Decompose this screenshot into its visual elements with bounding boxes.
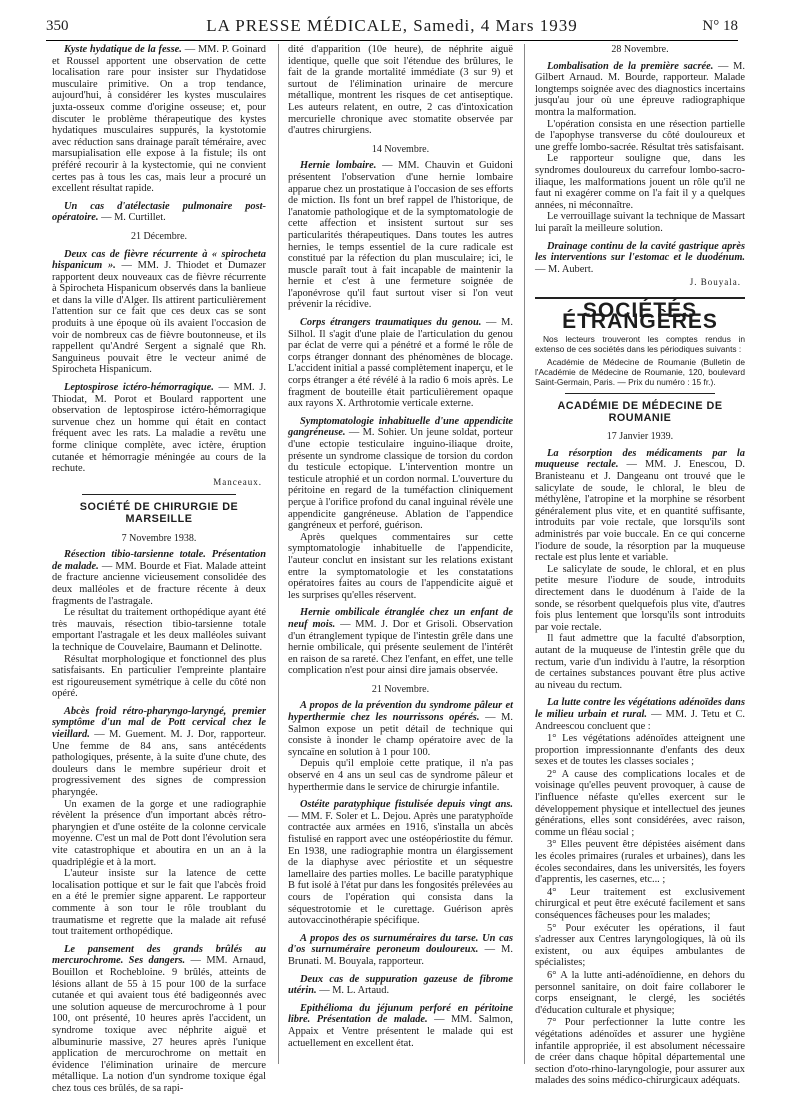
society-heading: SOCIÉTÉ DE CHIRURGIE DE MARSEILLE: [79, 501, 239, 525]
paragraph: Le salicylate de soude, le chloral, et en plus petite mesure l'iodure de soude, introduits directement dans le duodénum à l'aide de la sonde, se résorbent quelquefois plus vite, d'autres fois plus lentement que lorsqu'ils sont introduits par voie rectale.: [535, 563, 745, 633]
article-title: La lutte contre les végétations adénoïdes dans le milieu urbain et rural.: [535, 697, 745, 720]
session-date: 14 Novembre.: [371, 143, 430, 155]
article-body: — M. Sohier. Un jeune soldat, porteur d'une ectopie testiculaire inguino-iliaque droite, présente un syndrome classique de torsion du cordon du testicule ectopique. L'intervention montre un testicule atrophié et un cordon normal. L'ouverture du péritoine en regard de la tuméfaction cliniquement perçue à l'orifice profond du canal inguinal révèle une appendicite gangréneuse. Ablation de l'appendice gangréneux et perforé, guérison.: [288, 427, 513, 532]
article-title: Ostéite paratyphique fistulisée depuis vingt ans.: [300, 799, 513, 811]
article: [288, 974, 513, 997]
article-title: Résection tibio-tarsienne totale. Présentation de malade.: [52, 549, 266, 572]
article-body: — M. L. Artaud.: [319, 985, 390, 997]
article: [535, 241, 745, 276]
article-title: Leptospirose ictéro-hémorragique.: [64, 382, 214, 394]
column-divider: [278, 44, 279, 1064]
paragraph: Après quelques commentaires sur cette symptomatologie inhabituelle de l'appendicite, l'auteur conclut en insistant sur les relations existant entre la symptomatologie et les constatations opératoires faites au cours de l'appendicite aiguë et les surprises qu'elles réservent.: [288, 531, 513, 601]
article-body: — M. Aubert.: [535, 263, 594, 275]
section-banner: SOCIÉTÉS ÉTRANGÈRES: [562, 298, 718, 334]
article-body: — MM. J. Dor et Grisoli. Observation d'un étranglement typique de l'intestin grêle dans une hernie ombilicale, qui présente seulement de l'intérêt en raison de sa rareté. Chez l'enfant, en effet, une telle complication n'est pour ainsi dire jamais observée.: [288, 618, 513, 677]
article-body: — M. Curtillet.: [101, 212, 166, 224]
article: [288, 700, 513, 758]
list-item: 2° A cause des complications locales et de voisinage qu'elles peuvent provoquer, à cause de l'influence néfaste qu'elles exercent sur le développement physique et intellectuel des jeunes générations, elles sont considérées, avec raison, comme un fléau social ;: [535, 768, 745, 838]
page-number: 350: [46, 18, 69, 34]
article: [535, 697, 745, 732]
article-title: Epithélioma du jéjunum perforé en péritoine libre. Présentation de malade.: [288, 1002, 513, 1026]
article-body: — M. Brunati. M. Bouyala, rapporteur.: [288, 944, 513, 967]
session-date: 28 Novembre.: [611, 44, 669, 55]
article-body: — MM. Chauvin et Guidoni présentent l'observation d'une hernie lombaire apparue chez un prostatique à l'occasion de ses efforts de miction. Ils font un bref rappel de l'historique, de l'anatomie pathologique et de la symptomatologie de cette affection et insistent surtout sur ses particularités thérapeutiques. Dans toutes les autres hernies, le temps essentiel de la cure radicale est constitué par la réfection du plan musculaire; ici, le muscle paraît tout à fait incapable de maintenir la hernie et c'est à une fermeture soignée de l'aponévrose qu'il faut surtout viser si l'on veut prévenir la récidive.: [288, 160, 514, 311]
header-rule: [46, 40, 738, 41]
article-title: Deux cas de fièvre récurrente à « spirocheta hispanicum ».: [52, 248, 266, 272]
signature: Manceaux.: [213, 476, 262, 487]
paragraph: Résultat morphologique et fonctionnel des plus satisfaisants. En particulier l'empreinte plantaire est rigoureusement symétrique à celle du côté non opéré.: [52, 653, 266, 700]
article-body: — MM. J. Tetu et C. Andreescou concluent que :: [535, 708, 745, 732]
article-body: — M. Salmon expose un petit détail de technique qui consiste à inonder le champ opératoire avec de la syncaïne en solution à 1 pour 100.: [288, 712, 513, 758]
article: [288, 799, 513, 927]
article: [288, 933, 513, 968]
article-body: — M. Guement. M. J. Dor, rapporteur. Une femme de 84 ans, sans antécédents pathologiques, présente, à la suite d'une chute, des douleurs dans le membre supérieur droit et progressivement des signes de compression pharyngée.: [52, 729, 266, 799]
section-rule: [82, 494, 236, 495]
article: [52, 944, 266, 1094]
article-title: Deux cas de suppuration gazeuse de fibrome utérin.: [288, 973, 513, 997]
list-item: 6° A la lutte anti-adénoïdienne, en dehors du personnel sanitaire, on doit faire collaborer le corps enseignant, le clergé, les sociétés d'éducation culturale et physique;: [535, 969, 745, 1016]
article-title: Lombalisation de la première sacrée.: [547, 60, 714, 72]
column-divider: [524, 44, 525, 1064]
section-rule: [565, 393, 715, 394]
article-title: A propos de la prévention du syndrome pâleur et hyperthermie chez les nourrissons opérés.: [288, 700, 513, 724]
article: [288, 607, 513, 677]
article-body: — M. Silhol. Il s'agit d'une plaie de l'articulation du genou par éclat de verre qui a pénétré et a formé le rôle de corps étranger donnant des phénomènes de blocage. L'accident initial a passé complètement inaperçu, et le corps étranger a été révélé à la radio 6 mois après. Le fragment de bouteille était particulièrement opaque aux rayons X. Arthrotomie verticale externe.: [288, 317, 513, 410]
article: [52, 549, 266, 607]
editorial-note: Nos lecteurs trouveront les comptes rendus in extenso de ces sociétés dans les périodiques suivants :: [535, 334, 745, 355]
article-body: — MM. Salmon, Appaix et Ventre présentent le malade qui est actuellement en excellent état.: [288, 1014, 514, 1049]
issue-number: N° 18: [702, 18, 738, 34]
article: [288, 160, 513, 311]
list-item: 5° Pour exécuter les opérations, il faut s'adresser aux Centres laryngologiques, là où ils existent, ou aux équipes ambulantes de spécialistes;: [535, 922, 745, 969]
list-item: 7° Pour perfectionner la lutte contre les végétations adénoïdes et assurer une hygiène infantile appropriée, il est absolument nécessaire de créer dans chaque hôpital départemental une section d'oto-rhino-laryngologie, pour assurer aux malades des soins médico-chirurgicaux adéquats.: [535, 1017, 745, 1087]
list-item: 3° Elles peuvent être dépistées aisément dans les écoles primaires (rurales et urbaines), dans les écoles secondaires, dans les universités, les foyers d'apprentis, les casernes, etc... ;: [535, 839, 745, 886]
list-item: 4° Leur traitement est exclusivement chirurgical et peut être exécuté facilement et sans conséquences fâcheuses pour les malades;: [535, 886, 745, 921]
article-body: — MM. F. Soler et L. Dejou. Après une paratyphoïde contractée aux armées en 1916, s'installa un abcès fistulisé en rapport avec une ostéopériostite du fémur. En 1938, une radiographie montra un élargissement de la diaphyse avec périostite et un séquestre lamellaire des parties molles. Le bacille paratyphique B fut isolé à l'état pur dans les fongosités prélevées au cours de l'opération qui consista dans la séquestrotomie et le curettage. Guérison après autovaccinothérapie spécifique.: [288, 810, 513, 927]
session-date: 21 Décembre.: [130, 230, 188, 242]
session-date: 7 Novembre 1938.: [121, 532, 197, 544]
paragraph: L'auteur insiste sur la latence de cette localisation pottique et sur le fait que l'abcès froid en a été le premier signe apparent. Le rapporteur commente à son tour le rôle troublant du traumatisme et regrette que la malade ait refusé tout traitement orthopédique.: [52, 868, 266, 938]
article-body: — MM. J. Thiodat, M. Porot et Boulard rapportent une observation de leptospirose ictéro-hémorragique survenue chez un homme qui était en contact fréquent avec les rats. La maladie a revêtu une forme clinique complète, avec ictère, éruption cutanée et hémorragie méningée au cours de la rechute.: [52, 382, 266, 475]
article-body: — MM. J. Enescou, D. Branisteanu et J. Dangeanu ont trouvé que le salicylate de soude, le chloral, le bleu de méthylène, l'atropine et la morphine se résorbent généralement plus vite, et en quantité suffisante, introduits par voie rectale, que lorsqu'ils sont administrés par voie buccale. En ce qui concerne l'iodure de soude, la résorption par la muqueuse rectale est plus lente et variable.: [535, 459, 745, 564]
article: [52, 44, 266, 195]
article-title: Symptomatologie inhabituelle d'une appendicite gangréneuse.: [288, 415, 513, 439]
society-heading: ACADÉMIE DE MÉDECINE DE ROUMANIE: [557, 400, 723, 424]
article-title: La résorption des médicaments par la muqueuse rectale.: [535, 447, 745, 471]
article-body: — M. Gilbert Arnaud. M. Bourde, rapporteur. Malade longtemps soignée avec des diagnostics incertains jusqu'au jour où une épreuve radiographique montra la malformation.: [535, 60, 745, 118]
periodical-reference: Académie de Médecine de Roumanie (Bulletin de l'Académie de Médecine de Roumanie, 120, boulevard Saint-Germain, Paris. — Prix du numéro : 15 fr.).: [535, 357, 745, 388]
article: [52, 382, 266, 475]
article: [288, 416, 513, 532]
column-3: [535, 44, 745, 1087]
signature: J. Bouyala.: [689, 277, 741, 288]
session-date: 17 Janvier 1939.: [606, 431, 674, 443]
column-2: [288, 44, 513, 1064]
article-body: — MM. J. Thiodet et Dumazer rapportent deux nouveaux cas de fièvre récurrente à Spirocheta Hispanicum observés dans la banlieue et dans la ville d'Alger. Ils attirent particulièrement l'attention sur ce fait que ces deux cas se sont produits à une époque où ils avaient l'occasion de voir de nombreux cas de fièvre boutonneuse, et ils rappellent qu'André Sergent a signalé que Rh. Sanguineus pouvait être le vecteur animé de Spirocheta Hispanicum.: [52, 260, 266, 376]
article: [52, 706, 266, 799]
article-title: Un cas d'atélectasie pulmonaire post-opératoire.: [52, 200, 266, 224]
paragraph: Le verrouillage suivant la technique de Massart lui paraît la meilleure solution.: [535, 211, 745, 234]
article-title: Abcès froid rétro-pharyngo-laryngé, premier symptôme d'un mal de Pott cervical chez le vieillard.: [52, 705, 266, 741]
paragraph: Le rapporteur souligne que, dans les syndromes douloureux du carrefour lombo-sacro-iliaque, les malformations jouent un rôle qu'il ne faut ni exagérer comme on l'a fait il y a quelques années, ni méconnaître.: [535, 153, 745, 211]
journal-title: LA PRESSE MÉDICALE, Samedi, 4 Mars 1939: [206, 16, 578, 35]
article-body: — MM. Arnaud, Bouillon et Rochebloine. 9 brûlés, atteints de lésions allant de 55 à 15 pour 100 de la surface cutanée et qui avaient tous été badigeonnés avec une solution aqueuse de mercurochrome à 1 pour 100, ont présenté, 10 heures après l'accident, un syndrome toxique avec néphrite aiguë et albuminurie massive, 27 heures après l'unique application de mercurochrome on mettait en évidence l'élimination urinaire de mercure métallique. La notion d'un syndrome toxique égal chez tous ces brûlés, de sa rapi-: [52, 955, 266, 1094]
column-1: [52, 44, 266, 1094]
list-item: 1° Les végétations adénoïdes atteignent une proportion impressionnante d'enfants des deux sexes et de toutes les classes sociales ;: [535, 733, 745, 768]
article-title: Le pansement des grands brûlés au mercurochrome. Ses dangers.: [52, 943, 266, 967]
article: [52, 249, 266, 377]
article: [288, 317, 513, 410]
article-title: Corps étrangers traumatiques du genou.: [300, 317, 482, 329]
article: [288, 1003, 513, 1049]
paragraph: Depuis qu'il emploie cette pratique, il n'a pas observé en 4 ans un seul cas de syndrome pâleur et hyperthermie dans le service de chirurgie infantile.: [288, 758, 513, 793]
article: [52, 201, 266, 224]
page-header: [46, 16, 738, 40]
paragraph: dité d'apparition (10e heure), de néphrite aiguë identique, quelle que soit l'étendue des brûlures, le fait de la grande mortalité immédiate (3 sur 9) et surtout de l'élimination urinaire de mercure métallique, montrent les risques de cet antiseptique. Les auteurs relatent, en outre, 2 cas d'intoxication mercurielle chronique avec stomatite observée par d'autres chirurgiens.: [288, 44, 513, 137]
article: [535, 448, 745, 564]
paragraph: Il faut admettre que la faculté d'absorption, autant de la muqueuse de l'intestin grêle que du rectum, varie d'un individu à l'autre, la résorption de certaines substances pouvant être plus active au niveau du rectum.: [535, 633, 745, 691]
article-body: — MM. Bourde et Fiat. Malade atteint de fracture ancienne vicieusement consolidée des deux malléoles et de fracture récente à deux fragments de l'astragale.: [52, 560, 266, 607]
paragraph: L'opération consista en une résection partielle de l'apophyse transverse du côté douloureux et une greffe lombo-sacrée. Résultat très satisfaisant.: [535, 118, 745, 153]
article-title: Kyste hydatique de la fesse.: [64, 44, 182, 55]
session-date: 21 Novembre.: [371, 683, 430, 695]
article-title: A propos des os surnuméraires du tarse. Un cas d'os surnuméraire peroneum douloureux.: [288, 932, 513, 956]
article-title: Hernie ombilicale étranglée chez un enfant de neuf mois.: [288, 607, 513, 630]
paragraph: Le résultat du traitement orthopédique ayant été très mauvais, résection tibio-tarsienne totale emportant l'astragale et les deux malléoles suivant la technique de Couvelaire, Baumann et Delinotte.: [52, 607, 266, 653]
article-body: — MM. P. Goinard et Roussel apportent une observation de cette localisation rare pour insister sur l'hydatidose musculaire primitive. On a trop tendance, aujourd'hui, à considérer les kystes musculaires juxta-osseux comme d'origine osseuse; et, pour discuter le problème thérapeutique des kystes hydatiques musculaires suppurés, la kystotomie avec réduction sans drainage paraît téméraire, avec marsupialisation elle expose à la fistule; ils ont préféré recourir à la kystectomie, qui ne convient certes pas à tous les cas, mais leur a procuré un excellent résultat rapide.: [52, 44, 266, 195]
article: [535, 61, 745, 119]
article-title: Drainage continu de la cavité gastrique après les interventions sur l'estomac et le duodénum.: [535, 240, 745, 264]
article-title: Hernie lombaire.: [300, 160, 377, 172]
paragraph: Un examen de la gorge et une radiographie révèlent la présence d'un important abcès rétro-pharyngien et d'une ostéite de la colonne cervicale moyenne. C'est un mal de Pott dont l'évolution sera vite catastrophique et aboutira en un an à la quadriplégie et à la mort.: [52, 798, 266, 868]
